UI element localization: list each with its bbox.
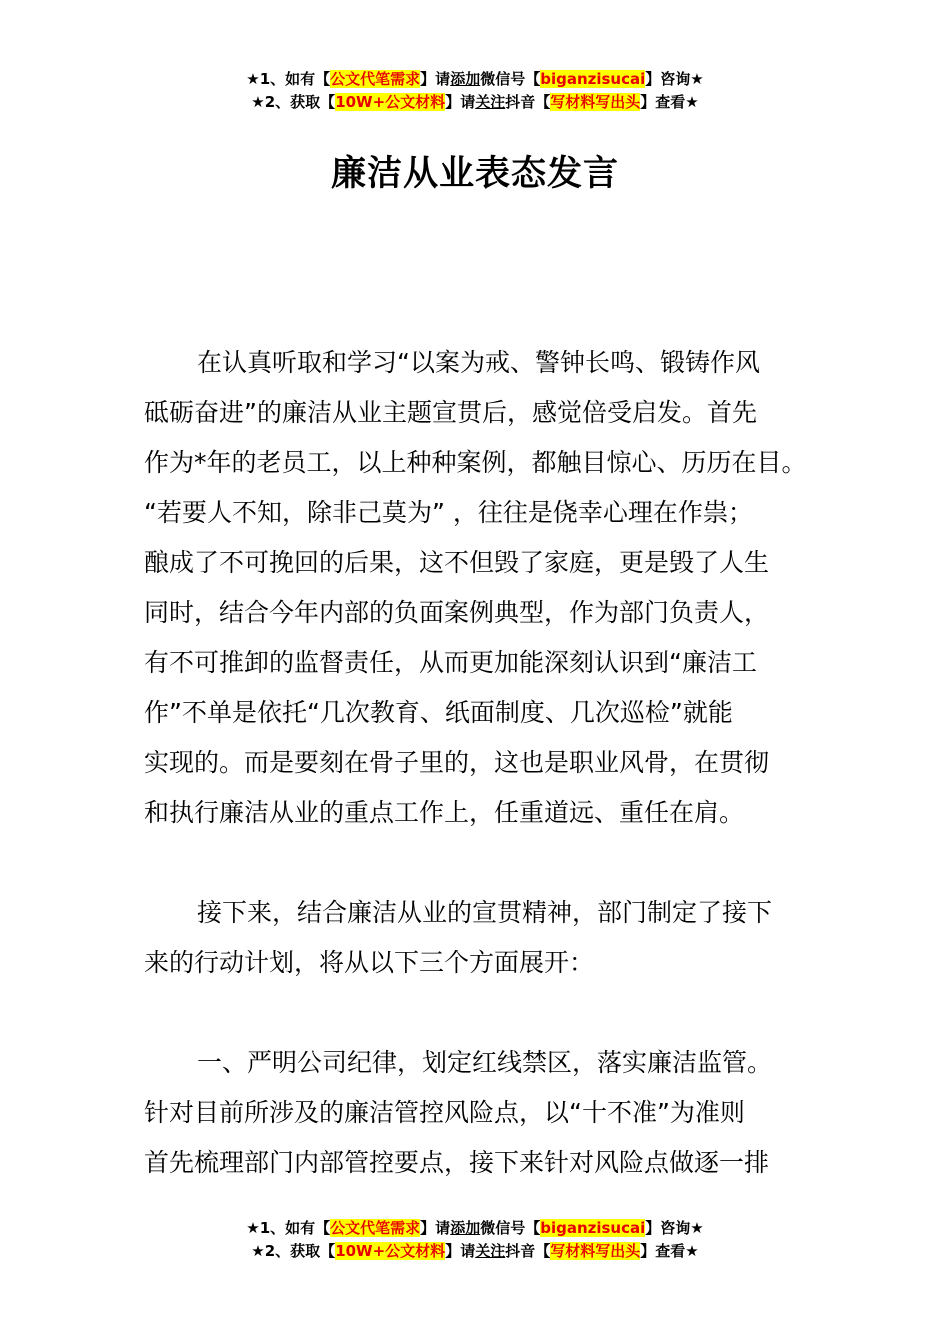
banner-highlight: 公文代笔需求	[330, 1219, 421, 1237]
banner-highlight: biganzisucai	[540, 70, 646, 88]
banner-highlight: 写材料写出头	[550, 93, 641, 111]
banner-line-1	[0, 1217, 950, 1240]
banner-text: 】咨询★	[645, 1219, 704, 1237]
banner-text: 】咨询★	[645, 70, 704, 88]
banner-highlight: 公文代笔需求	[330, 70, 421, 88]
banner-text: 微信号【	[480, 1219, 541, 1237]
paragraph-line: 实现的。而是要刻在骨子里的，这也是职业风骨，在贯彻	[144, 748, 770, 777]
document-title: 廉洁从业表态发言	[330, 154, 619, 194]
banner-text: 微信号【	[480, 70, 541, 88]
banner-line-1	[0, 68, 950, 91]
banner-underline: 关注	[475, 1242, 506, 1260]
paragraph-line: 在认真听取和学习“以案为戒、警钟长鸣、锻铸作风	[197, 348, 760, 377]
paragraph-line: 接下来，结合廉洁从业的宣贯精神，部门制定了接下	[197, 898, 773, 927]
footer-banner	[0, 1217, 950, 1263]
paragraph-line: 作为*年的老员工，以上种种案例，都触目惊心、历历在目。	[144, 448, 807, 477]
document-body	[144, 338, 824, 1188]
paragraph-line: 和执行廉洁从业的重点工作上，任重道远、重任在肩。	[144, 798, 745, 827]
banner-text: 抖音【	[505, 93, 551, 111]
banner-text: 】请	[420, 70, 451, 88]
paragraph-gap	[144, 838, 824, 888]
banner-highlight: biganzisucai	[540, 1219, 646, 1237]
banner-highlight: 写材料写出头	[550, 1242, 641, 1260]
banner-text: 抖音【	[505, 1242, 551, 1260]
banner-text: ★2、获取【	[251, 1242, 336, 1260]
banner-highlight: 10W+公文材料	[335, 1242, 446, 1260]
banner-text: 】请	[445, 1242, 476, 1260]
banner-line-2	[0, 1240, 950, 1263]
paragraph-line: 首先梳理部门内部管控要点，接下来针对风险点做逐一排	[144, 1148, 770, 1177]
paragraph-line: “若要人不知，除非己莫为” ，往往是侥幸心理在作祟；	[144, 498, 753, 527]
paragraph-line: 砥砺奋进”的廉洁从业主题宣贯后，感觉倍受启发。首先	[144, 398, 757, 427]
banner-text: 】请	[420, 1219, 451, 1237]
banner-underline: 添加	[450, 70, 481, 88]
paragraph-line: 作”不单是依托“几次教育、纸面制度、几次巡检”就能	[144, 698, 733, 727]
paragraph-line: 来的行动计划，将从以下三个方面展开：	[144, 948, 595, 977]
paragraph-line: 同时，结合今年内部的负面案例典型，作为部门负责人，	[144, 598, 770, 627]
section-heading-line: 一、严明公司纪律，划定红线禁区，落实廉洁监管。	[197, 1048, 773, 1077]
banner-text: ★1、如有【	[246, 70, 331, 88]
banner-highlight: 10W+公文材料	[335, 93, 446, 111]
paragraph-gap	[144, 988, 824, 1038]
banner-text: 】查看★	[640, 1242, 699, 1260]
banner-text: 】请	[445, 93, 476, 111]
banner-text: ★1、如有【	[246, 1219, 331, 1237]
paragraph-line: 针对目前所涉及的廉洁管控风险点，以“十不准”为准则	[144, 1098, 745, 1127]
banner-underline: 关注	[475, 93, 506, 111]
banner-line-2	[0, 91, 950, 114]
banner-underline: 添加	[450, 1219, 481, 1237]
banner-text: ★2、获取【	[251, 93, 336, 111]
paragraph-line: 有不可推卸的监督责任，从而更加能深刻认识到“廉洁工	[144, 648, 757, 677]
header-banner	[0, 68, 950, 114]
paragraph-line: 酿成了不可挽回的后果，这不但毁了家庭，更是毁了人生	[144, 548, 770, 577]
banner-text: 】查看★	[640, 93, 699, 111]
